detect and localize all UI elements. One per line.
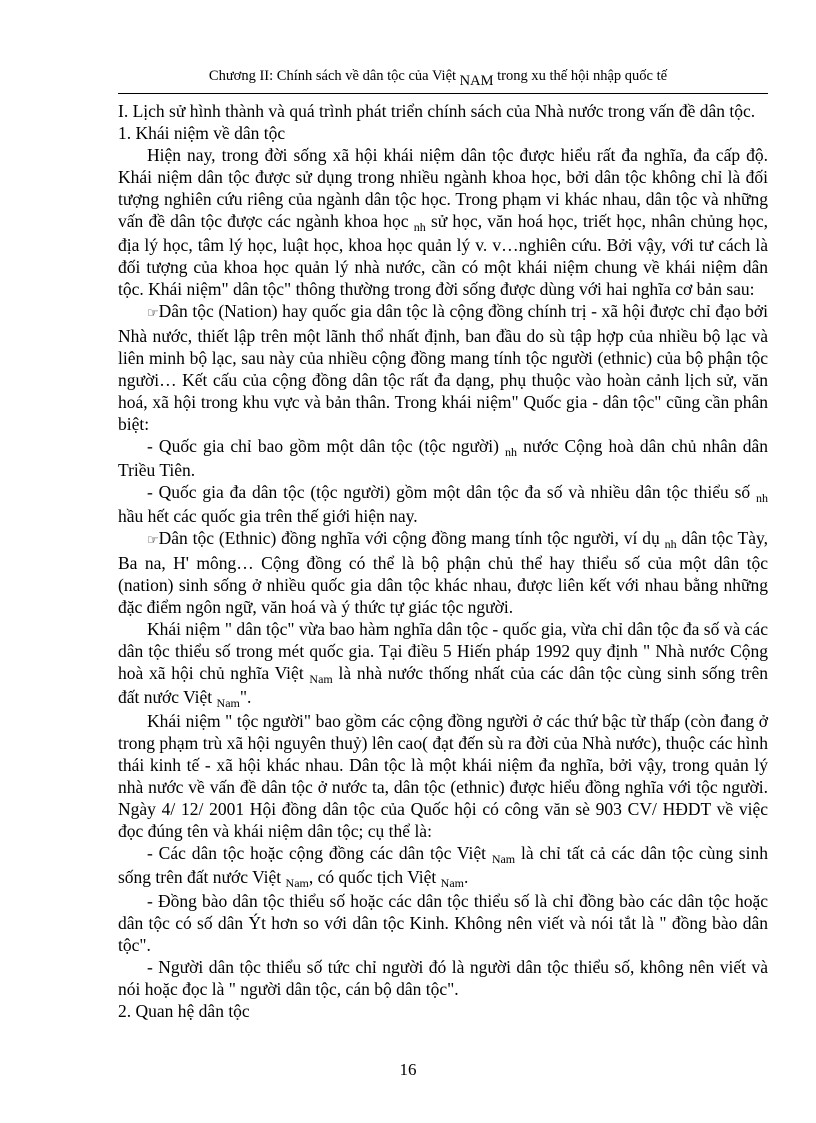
pointing-hand-icon: ☞ [147,533,159,548]
list-item-vietnam-ethnicities: - Các dân tộc hoặc cộng đồng các dân tộc Việt $_{Nam}$ là chỉ tất cả các dân tộc cùng sinh sống trên đất nước Việt $_{Nam}$, có quốc tịch Việt $_{Nam}$. [118,843,768,890]
list-item-minority-compatriots: - Đồng bào dân tộc thiểu số hoặc các dân tộc thiểu số là chỉ đồng bào các dân tộc hoặc dân tộc có số dân Ýt hơn so với dân tộc Kinh. Không nên viết và nói tắt là " đồng bào dân tộc". [118,891,768,955]
section-heading: I. Lịch sử hình thành và quá trình phát triển chính sách của Nhà nước trong vấn đề dân tộc. [118,101,756,121]
document-body [118,100,768,1022]
subheading-relations: 2. Quan hệ dân tộc [118,1001,250,1021]
list-item-minority-person: - Người dân tộc thiểu số tức chỉ người đó là người dân tộc thiểu số, không nên viết và nói hoặc đọc là " người dân tộc, cán bộ dân tộc". [118,957,768,999]
header-text-sub: NAM [459,73,494,89]
paragraph-ethnic: ☞Dân tộc (Ethnic) đồng nghĩa với cộng đồng mang tính tộc người, ví dụ $_{nh}$ dân tộc Tày, Ba na, H' mông… Cộng đồng có thể là bộ phận chủ thể hay thiểu số của một dân tộc (nation) sinh sống ở nhiều quốc gia dân tộc khác nhau, được liên kết với nhau bằng những đặc điểm ngôn ngữ, văn hoá và ý thức tự giác tộc người. [118,528,768,617]
paragraph-constitution: Khái niệm " dân tộc" vừa bao hàm nghĩa dân tộc - quốc gia, vừa chỉ dân tộc đa số và các dân tộc thiểu số trong mét quốc gia. Tại điều 5 Hiến pháp 1992 quy định " Nhà nước Cộng hoà xã hội chủ nghĩa Việt $_{Nam}$ là nhà nước thống nhất của các dân tộc cùng sinh sống trên đất nước Việt $_{Nam}$". [118,619,768,710]
header-divider [118,93,768,94]
header-text-post: trong xu thế hội nhập quốc tế [493,68,668,84]
pointing-hand-icon: ☞ [147,306,159,321]
page-number: 16 [399,1060,417,1079]
subheading-concept: 1. Khái niệm về dân tộc [118,123,286,143]
paragraph-1: Hiện nay, trong đời sống xã hội khái niệm dân tộc được hiểu rất đa nghĩa, đa cấp độ. Khái niệm dân tộc được sử dụng trong nhiều ngành khoa học, bởi dân tộc không chỉ là đối tượng nghiên cứu riêng của ngành dân tộc học. Trong phạm vi khác nhau, dân tộc và những vấn đề dân tộc được các ngành khoa học $_{nh}$ sử học, văn hoá học, triết học, nhân chủng học, địa lý học, tâm lý học, luật học, khoa học quản lý v. v…nghiên cứu. Bởi vậy, với tư cách là đối tượng của khoa học quản lý nhà nước, cần có một khái niệm chung về khái niệm dân tộc. Khái niệm" dân tộc" thông thường trong đời sống được dùng với hai nghĩa cơ bản sau: [118,145,768,299]
header-text-pre: Chương II: Chính sách về dân tộc của Việt [208,68,460,84]
paragraph-nation: ☞Dân tộc (Nation) hay quốc gia dân tộc là cộng đồng chính trị - xã hội được chỉ đạo bởi Nhà nước, thiết lập trên một lãnh thổ nhất định, ban đầu do sù tập hợp của nhiều bộ lạc và liên minh bộ lạc, sau này của nhiều cộng đồng mang tính tộc người (ethnic) của bộ phận tộc người… Kết cấu của cộng đồng dân tộc rất đa dạng, phụ thuộc vào hoàn cảnh lịch sử, văn hoá, xã hội trong khu vực và bản thân. Trong khái niệm" Quốc gia - dân tộc" cũng cần phân biệt: [118,301,768,434]
list-item-single-nation: - Quốc gia chỉ bao gồm một dân tộc (tộc người) $_{nh}$ nước Cộng hoà dân chủ nhân dân Triều Tiên. [118,436,768,480]
running-header [118,66,758,89]
list-item-multi-nation: - Quốc gia đa dân tộc (tộc người) gồm một dân tộc đa số và nhiều dân tộc thiểu số $_{nh}$ hầu hết các quốc gia trên thế giới hiện nay. [118,482,768,526]
paragraph-ethnic-group: Khái niệm " tộc người" bao gồm các cộng đồng người ở các thứ bậc từ thấp (còn đang ở trong phạm trù xã hội nguyên thuỷ) lên cao( đạt đến sù ra đời của Nhà nước), thuộc các hình thái kinh tế - xã hội khác nhau. Dân tộc là một khái niệm đa nghĩa, bởi vậy, trong quản lý nhà nước về vấn đề dân tộc ở nước ta, dân tộc (ethnic) được hiểu đồng nghĩa với tộc người. Ngày 4/ 12/ 2001 Hội đồng dân tộc của Quốc hội có công văn sè 903 CV/ HĐDT về việc đọc đúng tên và khái niệm dân tộc; cụ thể là: [118,711,768,841]
